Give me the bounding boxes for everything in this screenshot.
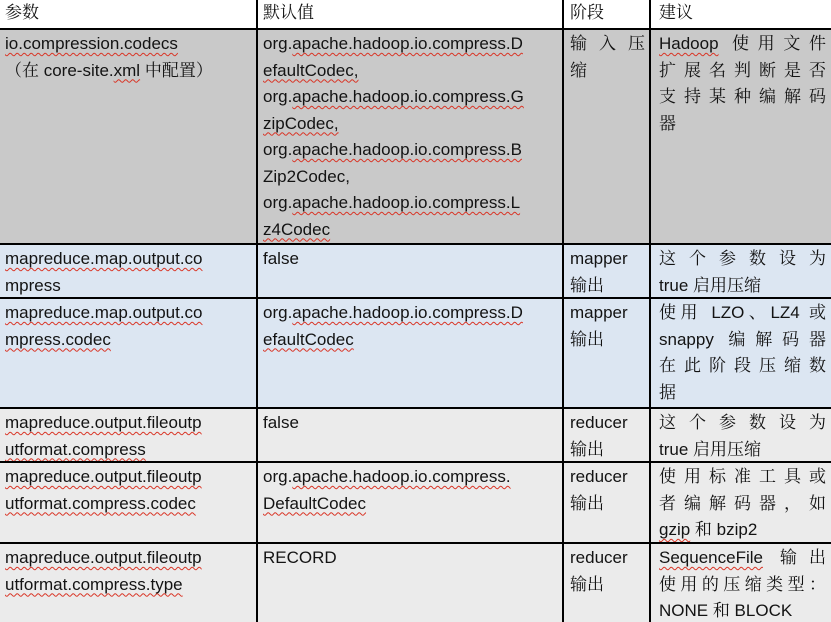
- text-line: [659, 58, 826, 85]
- misspelled-text: utformat.compress.codec: [5, 493, 196, 513]
- misspelled-text: mapreduce.map.output.co: [5, 249, 203, 268]
- cell-param-row3: [0, 299, 256, 407]
- text-segment: org.: [263, 87, 293, 106]
- text-segment: reducer: [570, 413, 628, 432]
- text-segment: reducer: [570, 548, 628, 567]
- misspelled-text: apache.hadoop.io.compress.: [292, 467, 511, 486]
- text-line: [659, 31, 826, 58]
- text-line: [5, 300, 252, 327]
- misspelled-text: SequenceFile: [659, 548, 763, 567]
- text-segment: 输出: [570, 493, 604, 513]
- text-line: [659, 517, 826, 542]
- column-header-default: [258, 0, 562, 28]
- column-header-label: 建议: [659, 3, 693, 22]
- cell-stage-row1: [564, 30, 649, 243]
- cell-advice-row2: [651, 245, 831, 297]
- cell-stage-row2: [564, 245, 649, 297]
- text-segment: 者编解码器，如: [659, 493, 826, 513]
- cell-param-row6: [0, 544, 256, 622]
- misspelled-text: mapreduce.output.fileoutp: [5, 413, 202, 432]
- text-line: [659, 572, 826, 599]
- cell-default-row2: [258, 245, 562, 297]
- text-segment: true 启用压缩: [659, 439, 762, 459]
- text-line: [659, 84, 826, 111]
- text-line: [5, 437, 252, 462]
- text-line: [570, 572, 645, 599]
- cell-default-row6: [258, 544, 562, 622]
- cell-param-row4: [0, 409, 256, 461]
- text-line: [570, 58, 645, 85]
- text-line: [659, 464, 826, 491]
- misspelled-text: gzip: [659, 520, 691, 539]
- text-segment: 中配置）: [140, 60, 213, 80]
- text-segment: 使用 LZO、LZ4 或: [659, 303, 826, 322]
- text-line: [263, 164, 558, 191]
- text-line: [5, 273, 252, 298]
- cell-advice-row5: [651, 463, 831, 542]
- text-line: [570, 246, 645, 273]
- text-line: [659, 491, 826, 518]
- misspelled-text: efaultCodec: [263, 329, 354, 349]
- text-segment: 在此阶段压缩数: [659, 356, 826, 375]
- text-segment: 支持某种编解码: [659, 87, 826, 106]
- misspelled-text: mpress.codec: [5, 329, 111, 349]
- text-line: [5, 58, 252, 85]
- text-segment: 据: [659, 382, 676, 402]
- text-line: [570, 437, 645, 462]
- cell-advice-row1: [651, 30, 831, 243]
- text-segment: false: [263, 413, 299, 432]
- text-line: [659, 380, 826, 407]
- text-line: [5, 327, 252, 354]
- text-line: [570, 273, 645, 298]
- text-line: [659, 437, 826, 462]
- text-segment: 使用的压缩类型：: [659, 574, 826, 594]
- text-line: [5, 410, 252, 437]
- text-line: [263, 410, 558, 437]
- text-segment: 使用文件: [718, 34, 826, 53]
- text-segment: mapper: [570, 249, 628, 268]
- cell-stage-row6: [564, 544, 649, 622]
- text-line: [570, 410, 645, 437]
- text-line: [570, 327, 645, 354]
- text-segment: true 启用压缩: [659, 275, 762, 295]
- misspelled-text: efaultCodec,: [263, 60, 359, 80]
- text-line: [263, 58, 558, 85]
- text-line: [263, 300, 558, 327]
- text-line: [570, 491, 645, 518]
- cell-stage-row3: [564, 299, 649, 407]
- cell-stage-row4: [564, 409, 649, 461]
- text-segment: org.: [263, 193, 293, 212]
- text-segment: snappy 编解码器: [659, 329, 826, 349]
- text-segment: org.: [263, 34, 293, 53]
- text-line: [659, 353, 826, 380]
- text-segment: org.: [263, 140, 293, 159]
- text-line: [659, 545, 826, 572]
- text-line: [570, 300, 645, 327]
- text-line: [570, 464, 645, 491]
- text-segment: 输出: [762, 548, 826, 567]
- cell-default-row4: [258, 409, 562, 461]
- text-segment: mpress: [5, 275, 61, 295]
- text-line: [263, 31, 558, 58]
- misspelled-text: apache.hadoop.io.compress.G: [292, 87, 524, 106]
- text-segment: 输出: [570, 574, 604, 594]
- text-line: [5, 545, 252, 572]
- cell-advice-row3: [651, 299, 831, 407]
- text-line: [659, 410, 826, 437]
- text-segment: 和 bzip2: [690, 520, 758, 539]
- text-segment: 使用标准工具或: [659, 467, 826, 486]
- cell-advice-row4: [651, 409, 831, 461]
- text-segment: 输出: [570, 329, 604, 349]
- misspelled-text: mapreduce.output.fileoutp: [5, 548, 202, 567]
- text-segment: 器: [659, 113, 676, 133]
- text-segment: RECORD: [263, 548, 337, 567]
- misspelled-text: mapreduce.output.fileoutp: [5, 467, 202, 486]
- text-line: [263, 137, 558, 164]
- column-header-stage: [564, 0, 649, 28]
- text-line: [659, 111, 826, 138]
- cell-advice-row6: [651, 544, 831, 622]
- misspelled-text: DefaultCodec: [263, 493, 367, 513]
- misspelled-text: apache.hadoop.io.compress.D: [292, 303, 523, 322]
- text-line: [659, 598, 826, 622]
- text-segment: org.: [263, 467, 293, 486]
- text-line: [570, 545, 645, 572]
- text-line: [5, 572, 252, 599]
- text-segment: reducer: [570, 467, 628, 486]
- text-segment: 输出: [570, 275, 604, 295]
- text-line: [570, 31, 645, 58]
- text-line: [263, 111, 558, 138]
- text-segment: 这个参数设为: [659, 413, 826, 432]
- text-segment: Zip2Codec,: [263, 166, 350, 186]
- text-segment: 输出: [570, 439, 604, 459]
- misspelled-text: utformat.compress.type: [5, 574, 183, 594]
- misspelled-text: apache.hadoop.io.compress.B: [292, 140, 522, 159]
- text-line: [263, 190, 558, 217]
- misspelled-text: utformat.compress: [5, 439, 146, 459]
- text-line: [659, 246, 826, 273]
- misspelled-text: z4Codec: [263, 219, 331, 239]
- text-segment: （在 core-site.: [5, 60, 114, 80]
- cell-param-row5: [0, 463, 256, 542]
- cell-default-row1: [258, 30, 562, 243]
- text-line: [5, 246, 252, 273]
- text-segment: NONE 和 BLOCK: [659, 601, 793, 620]
- text-line: [659, 300, 826, 327]
- column-header-label: 阶段: [570, 3, 604, 22]
- text-line: [659, 327, 826, 354]
- cell-param-row2: [0, 245, 256, 297]
- text-line: [263, 545, 558, 572]
- misspelled-text: apache.hadoop.io.compress.L: [292, 193, 521, 212]
- text-segment: false: [263, 249, 299, 268]
- text-line: [5, 491, 252, 518]
- column-header-label: 参数: [5, 3, 39, 22]
- misspelled-text: mapreduce.map.output.co: [5, 303, 203, 322]
- misspelled-text: zipCodec,: [263, 113, 339, 133]
- text-segment: org.: [263, 303, 293, 322]
- text-segment: 输入压: [570, 34, 645, 53]
- text-line: [659, 273, 826, 298]
- misspelled-text: xml: [113, 60, 141, 80]
- text-line: [263, 246, 558, 273]
- cell-default-row5: [258, 463, 562, 542]
- column-header-label: 默认值: [263, 3, 314, 22]
- text-segment: mapper: [570, 303, 628, 322]
- text-segment: 这个参数设为: [659, 249, 826, 268]
- text-line: [5, 464, 252, 491]
- misspelled-text: Hadoop: [659, 34, 719, 53]
- column-header-advice: [651, 0, 831, 28]
- text-segment: 缩: [570, 60, 587, 80]
- cell-param-row1: [0, 30, 256, 243]
- text-line: [263, 217, 558, 244]
- cell-default-row3: [258, 299, 562, 407]
- misspelled-text: io.compression.codecs: [5, 34, 178, 53]
- text-line: [263, 491, 558, 518]
- cell-stage-row5: [564, 463, 649, 542]
- text-line: [263, 464, 558, 491]
- column-header-param: [0, 0, 256, 28]
- text-line: [5, 31, 252, 58]
- text-segment: 扩展名判断是否: [659, 60, 826, 80]
- text-line: [263, 84, 558, 111]
- text-line: [263, 327, 558, 354]
- misspelled-text: apache.hadoop.io.compress.D: [292, 34, 523, 53]
